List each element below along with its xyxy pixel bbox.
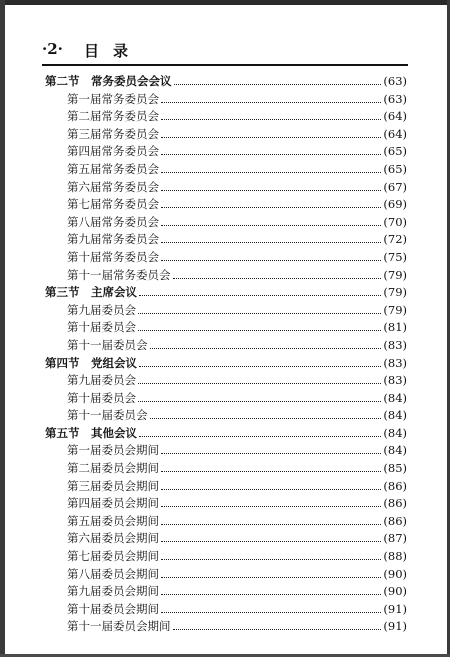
dot-leader (161, 477, 381, 490)
toc-page-number: (86) (383, 478, 407, 493)
dot-leader (161, 248, 381, 261)
toc-entry-label: 第六届常务委员会 (67, 179, 159, 194)
toc-entry (45, 90, 407, 108)
toc-page-number: (63) (383, 91, 407, 106)
dot-leader (161, 90, 381, 103)
toc-section-entry (45, 72, 407, 90)
dot-leader (161, 600, 381, 613)
toc-page-number: (79) (383, 302, 407, 317)
toc-page-number: (70) (383, 214, 407, 229)
toc-page-number: (83) (383, 355, 407, 370)
toc-entry (45, 178, 407, 196)
toc-entry (45, 195, 407, 213)
dot-leader (138, 371, 381, 384)
toc-page-number: (75) (383, 249, 407, 264)
toc-page-number: (79) (383, 285, 407, 300)
toc-entry-label: 第三届常务委员会 (67, 126, 159, 141)
toc-entry-label: 第六届委员会期间 (67, 531, 159, 546)
dot-leader (161, 512, 381, 525)
table-of-contents (45, 72, 407, 635)
toc-page-number: (83) (383, 373, 407, 388)
toc-entry-label: 第十届委员会 (67, 320, 136, 335)
toc-entry-label: 第七届委员会期间 (67, 549, 159, 564)
toc-entry-label: 第十一届委员会 (67, 408, 148, 423)
dot-leader (161, 142, 381, 155)
dot-leader (161, 582, 381, 595)
toc-page-number: (84) (383, 425, 407, 440)
toc-entry (45, 406, 407, 424)
toc-entry (45, 125, 407, 143)
dot-leader (150, 336, 382, 349)
dot-leader (161, 195, 381, 208)
dot-leader (161, 459, 381, 472)
toc-entry (45, 441, 407, 459)
toc-page-number: (86) (383, 513, 407, 528)
toc-entry-label: 第三节 主席会议 (45, 285, 137, 300)
toc-page-number: (67) (383, 179, 407, 194)
toc-entry (45, 565, 407, 583)
toc-entry (45, 371, 407, 389)
toc-page-number: (90) (383, 566, 407, 581)
toc-section-entry (45, 354, 407, 372)
toc-page-number: (84) (383, 408, 407, 423)
dot-leader (138, 318, 381, 331)
toc-page-number: (81) (383, 320, 407, 335)
dot-leader (139, 283, 381, 296)
toc-entry-label: 第十届常务委员会 (67, 249, 159, 264)
toc-page-number: (91) (383, 601, 407, 616)
toc-entry (45, 582, 407, 600)
toc-entry (45, 318, 407, 336)
toc-entry (45, 301, 407, 319)
toc-entry (45, 389, 407, 407)
toc-entry-label: 第九届委员会 (67, 302, 136, 317)
toc-entry-label: 第一届常务委员会 (67, 91, 159, 106)
toc-entry-label: 第四届常务委员会 (67, 144, 159, 159)
scan-border-top (0, 0, 450, 5)
page-header (42, 40, 404, 62)
dot-leader (161, 441, 381, 454)
toc-entry (45, 512, 407, 530)
dot-leader (161, 547, 381, 560)
toc-entry (45, 230, 407, 248)
page-number: ·2· (42, 40, 63, 58)
toc-page-number: (87) (383, 531, 407, 546)
dot-leader (173, 617, 382, 630)
toc-entry (45, 477, 407, 495)
toc-entry-label: 第二届委员会期间 (67, 461, 159, 476)
toc-page-number: (91) (383, 619, 407, 634)
toc-entry (45, 160, 407, 178)
toc-entry-label: 第二届常务委员会 (67, 109, 159, 124)
toc-entry-label: 第五届常务委员会 (67, 161, 159, 176)
toc-entry (45, 600, 407, 618)
toc-entry-label: 第二节 常务委员会会议 (45, 74, 172, 88)
page-title: 目录 (84, 42, 143, 60)
toc-entry-label: 第七届常务委员会 (67, 197, 159, 212)
toc-page-number: (84) (383, 443, 407, 458)
dot-leader (161, 213, 381, 226)
toc-entry (45, 213, 407, 231)
toc-page-number: (72) (383, 232, 407, 247)
toc-page-number: (63) (383, 74, 407, 88)
dot-leader (161, 529, 381, 542)
toc-section-entry (45, 424, 407, 442)
toc-entry (45, 248, 407, 266)
toc-entry-label: 第三届委员会期间 (67, 478, 159, 493)
toc-entry-label: 第四届委员会期间 (67, 496, 159, 511)
dot-leader (173, 266, 382, 279)
dot-leader (174, 72, 382, 85)
header-rule (42, 64, 408, 66)
toc-entry-label: 第四节 党组会议 (45, 355, 137, 370)
toc-entry-label: 第九届委员会 (67, 373, 136, 388)
toc-page-number: (90) (383, 584, 407, 599)
toc-page-number: (84) (383, 390, 407, 405)
dot-leader (161, 107, 381, 120)
dot-leader (138, 389, 381, 402)
dot-leader (139, 424, 381, 437)
toc-entry-label: 第八届常务委员会 (67, 214, 159, 229)
toc-page-number: (83) (383, 337, 407, 352)
toc-entry (45, 336, 407, 354)
toc-page-number: (64) (383, 126, 407, 141)
dot-leader (138, 301, 381, 314)
toc-entry-label: 第五届委员会期间 (67, 513, 159, 528)
toc-entry (45, 494, 407, 512)
toc-entry-label: 第十一届委员会 (67, 337, 148, 352)
dot-leader (139, 354, 381, 367)
toc-entry-label: 第一届委员会期间 (67, 443, 159, 458)
toc-entry (45, 459, 407, 477)
dot-leader (161, 160, 381, 173)
toc-page-number: (86) (383, 496, 407, 511)
toc-page-number: (65) (383, 144, 407, 159)
toc-page-number: (85) (383, 461, 407, 476)
toc-page-number: (69) (383, 197, 407, 212)
scan-border-left (0, 0, 5, 657)
toc-entry (45, 142, 407, 160)
dot-leader (161, 125, 381, 138)
toc-entry (45, 529, 407, 547)
toc-entry (45, 617, 407, 635)
toc-entry-label: 第五节 其他会议 (45, 425, 137, 440)
toc-entry (45, 266, 407, 284)
toc-entry-label: 第八届委员会期间 (67, 566, 159, 581)
toc-page-number: (88) (383, 549, 407, 564)
toc-entry-label: 第十一届委员会期间 (67, 619, 171, 634)
toc-section-entry (45, 283, 407, 301)
dot-leader (161, 230, 381, 243)
toc-entry-label: 第十届委员会 (67, 390, 136, 405)
toc-page-number: (64) (383, 109, 407, 124)
toc-entry-label: 第十届委员会期间 (67, 601, 159, 616)
toc-entry-label: 第十一届常务委员会 (67, 267, 171, 282)
dot-leader (161, 494, 381, 507)
toc-entry-label: 第九届常务委员会 (67, 232, 159, 247)
dot-leader (161, 178, 381, 191)
dot-leader (161, 565, 381, 578)
dot-leader (150, 406, 382, 419)
toc-entry (45, 547, 407, 565)
toc-entry-label: 第九届委员会期间 (67, 584, 159, 599)
toc-page-number: (65) (383, 161, 407, 176)
toc-entry (45, 107, 407, 125)
toc-page-number: (79) (383, 267, 407, 282)
